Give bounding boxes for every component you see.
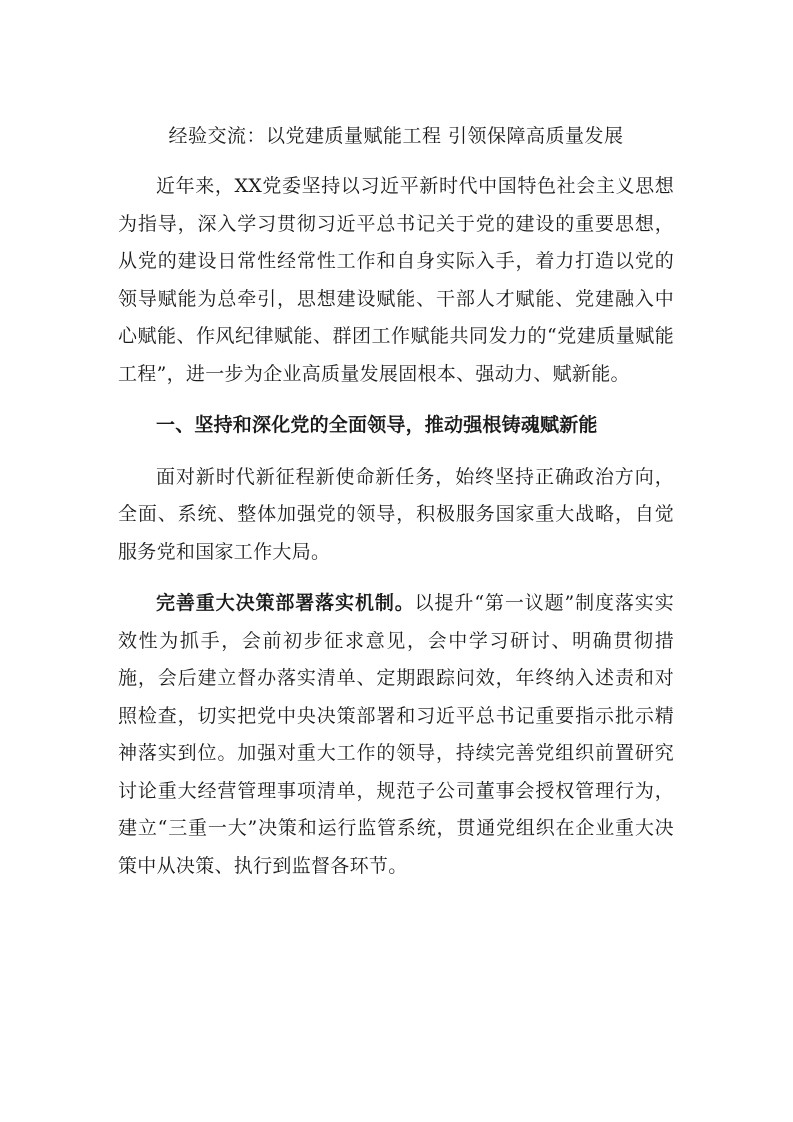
intro-paragraph: 近年来，XX党委坚持以习近平新时代中国特色社会主义思想为指导，深入学习贯彻习近平总书记关于党的建设的重要思想，从党的建设日常性经常性工作和自身实际入手，着力打造以党的领导赋能为总牵引，思想建设赋能、干部人才赋能、党建融入中心赋能、作风纪律赋能、群团工作赋能共同发力的“党建质量赋能工程”，进一步为企业高质量发展固根本、强动力、赋新能。: [118, 175, 674, 385]
spacer: [118, 571, 674, 585]
spacer: [118, 393, 674, 407]
spacer: [118, 154, 674, 168]
section-paragraph: 面对新时代新征程新使命新任务，始终坚持正确政治方向，全面、系统、整体加强党的领导，积极服务国家重大战略，自觉服务党和国家工作大局。: [118, 465, 674, 563]
measure-paragraph: [118, 585, 674, 885]
document-title: 经验交流：以党建质量赋能工程 引领保障高质量发展: [168, 125, 624, 147]
document-page: [118, 118, 674, 885]
section-heading: 一、坚持和深化党的全面领导，推动强根铸魂赋新能: [156, 414, 598, 436]
spacer: [118, 445, 674, 459]
measure-lead: 完善重大决策部署落实机制。: [156, 592, 415, 614]
measure-body: 以提升“第一议题”制度落实实效性为抓手，会前初步征求意见，会中学习研讨、明确贯彻措施，会后建立督办落实清单、定期跟踪问效，年终纳入述责和对照检查，切实把党中央决策部署和习近平总书记重要指示批示精神落实到位。加强对重大工作的领导，持续完善党组织前置研究讨论重大经营管理事项清单，规范子公司董事会授权管理行为，建立“三重一大”决策和运行监管系统，贯通党组织在企业重大决策中从决策、执行到监督各环节。: [118, 592, 674, 877]
